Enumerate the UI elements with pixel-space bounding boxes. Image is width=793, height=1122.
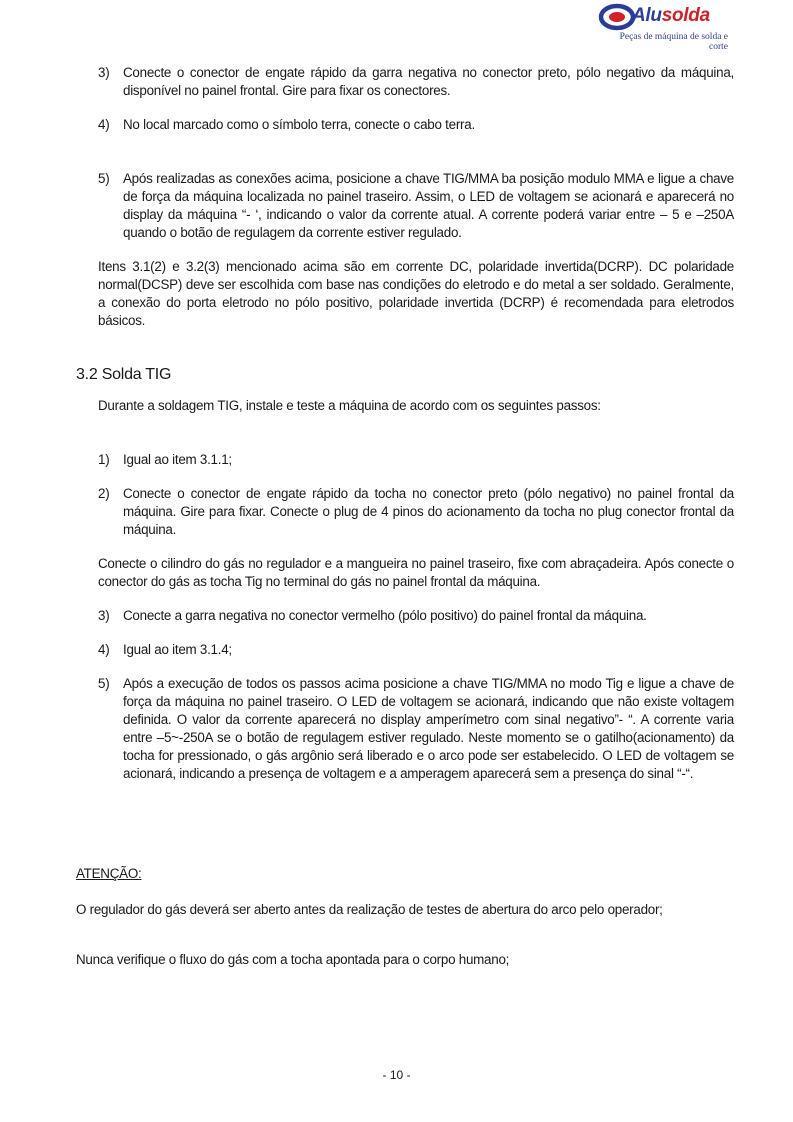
- list-text: Após a execução de todos os passos acima posicione a chave TIG/MMA no modo Tig e ligue a chave de força da máquina no painel traseiro. O LED de voltagem se acionará, indicando que não existe voltagem definida. O valor da corrente aparecerá no display amperímetro com sinal negativo”- “. A corrente varia entre –5~-250A se o botão de regulagem estiver regulado. Neste momento se o gatilho(acionamento) da tocha for pressionado, o gás argônio será liberado e o arco pode ser estabelecido. O LED de voltagem se acionará, indicando a presença de voltagem e a amperagem aparecerá sem a presença do sinal “-“.: [123, 676, 734, 781]
- list-number: 3): [98, 608, 110, 623]
- list-item: [76, 64, 734, 100]
- gas-note: Conecte o cilindro do gás no regulador e a mangueira no painel traseiro, fixe com abraçadeira. Após conecte o conector do gás as tocha Tig no terminal do gás no painel frontal da máquina.: [98, 556, 734, 589]
- list-text: Após realizadas as conexões acima, posicione a chave TIG/MMA ba posição modulo MMA e ligue a chave de força da máquina localizada no painel traseiro. Assim, o LED de voltagem se acionará e aparecerá no display da máquina “- ‘, indicando o valor da corrente atual. A corrente poderá variar entre – 5 e –250A quando o botão de regulagem da corrente estiver regulado.: [123, 171, 734, 240]
- logo-tagline: Peças de máquina de solda e corte: [619, 32, 728, 52]
- list-number: 4): [98, 117, 110, 132]
- list-item: [76, 607, 734, 625]
- list-number: 3): [98, 65, 110, 80]
- list-item: [76, 675, 734, 783]
- attention-title: ATENÇÃO:: [76, 866, 142, 881]
- list-item: [76, 485, 734, 539]
- page-number: - 10 -: [382, 1068, 411, 1082]
- list-number: 4): [98, 642, 110, 657]
- list-item: [76, 451, 734, 469]
- document-body: [76, 64, 734, 1001]
- list-number: 1): [98, 452, 110, 467]
- list-number: 5): [98, 676, 110, 691]
- list-number: 5): [98, 171, 110, 186]
- company-logo: [598, 2, 728, 52]
- list-text: Conecte o conector de engate rápido da garra negativa no conector preto, pólo negativo da máquina, disponível no painel frontal. Gire para fixar os conectores.: [123, 65, 734, 98]
- section-title-tig: 3.2 Solda TIG: [76, 366, 172, 383]
- list-number: 2): [98, 486, 110, 501]
- attention-item: O regulador do gás deverá ser aberto antes da realização de testes de abertura do arco pelo operador;: [76, 902, 663, 917]
- list-text: Conecte o conector de engate rápido da tocha no conector preto (pólo negativo) no painel frontal da máquina. Gire para fixar. Conecte o plug de 4 pinos do acionamento da tocha no plug conector frontal da máquina.: [123, 486, 734, 537]
- attention-item: Nunca verifique o fluxo do gás com a tocha apontada para o corpo humano;: [76, 952, 510, 967]
- tig-intro: Durante a soldagem TIG, instale e teste a máquina de acordo com os seguintes passos:: [98, 398, 601, 413]
- list-item: [76, 641, 734, 659]
- list-text: Igual ao item 3.1.4;: [123, 642, 232, 657]
- logo-brand-name: [632, 5, 710, 27]
- logo-brand-part2: solda: [661, 5, 710, 26]
- polarity-note: Itens 3.1(2) e 3.2(3) mencionado acima são em corrente DC, polaridade invertida(DCRP). DC polaridade normal(DCSP) deve ser escolhida com base nas condições do eletrodo e do metal a ser soldado. Geralmente, a conexão do porta eletrodo no pólo positivo, polaridade invertida (DCRP) é recomendada para eletrodos básicos.: [98, 259, 734, 328]
- logo-brand-part1: Alu: [632, 5, 662, 26]
- list-item: [76, 116, 734, 134]
- list-item: [76, 170, 734, 242]
- list-text: Igual ao item 3.1.1;: [123, 452, 232, 467]
- list-text: Conecte a garra negativa no conector vermelho (pólo positivo) do painel frontal da máquina.: [123, 608, 647, 623]
- list-text: No local marcado como o símbolo terra, conecte o cabo terra.: [123, 117, 475, 132]
